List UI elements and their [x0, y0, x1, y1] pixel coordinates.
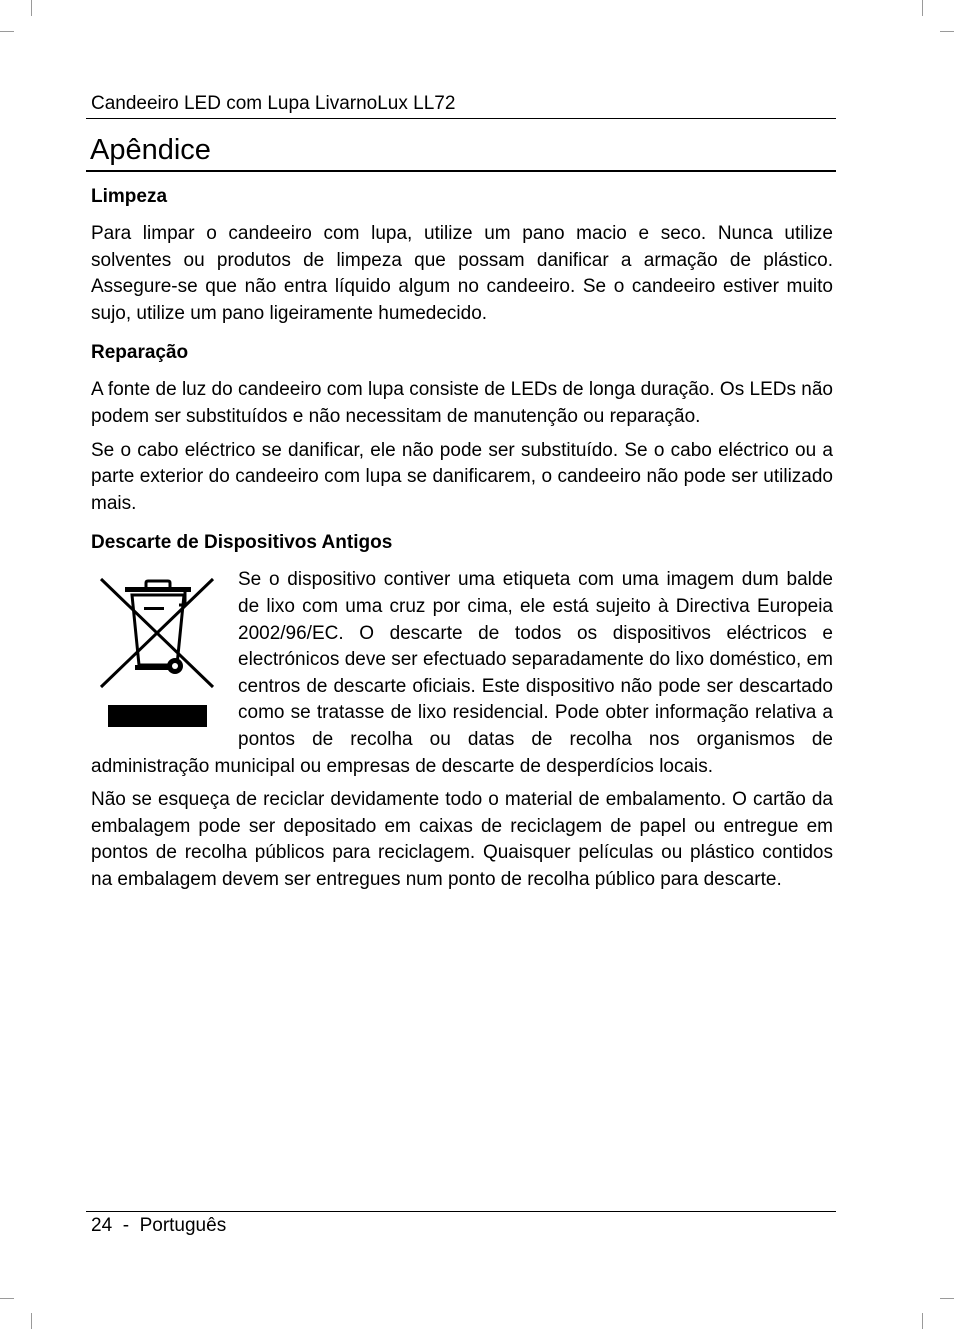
footer-rule: [86, 1211, 836, 1212]
paragraph: Não se esqueça de reciclar devidamente todo o material de embalamento. O cartão da embalagem pode ser depositado em caixas de reciclagem de papel ou entregue em pontos de recolha públicos para reciclagem. Quaisquer películas ou plástico contidos na embalagem devem ser entregues num ponto de recolha público para descarte.: [91, 789, 833, 890]
page-number: 24 - Português: [91, 1215, 227, 1236]
crop-mark: [940, 31, 954, 32]
page-title: Apêndice: [90, 134, 211, 166]
crop-mark: [922, 0, 923, 16]
paragraph: Para limpar o candeeiro com lupa, utilize um pano macio e seco. Nunca utilize solventes ou produtos de limpeza que possam danificar a armação de plástico. Assegure-se que não entra líquido algum no candeeiro. Se o candeeiro estiver muito sujo, utilize um pano ligeiramente humedecido.: [91, 223, 833, 324]
running-header: Candeeiro LED com Lupa LivarnoLux LL72: [91, 93, 456, 114]
title-rule: [86, 170, 836, 172]
crop-mark: [940, 1298, 954, 1299]
crop-mark: [0, 31, 14, 32]
section-heading-limpeza: Limpeza: [91, 186, 168, 207]
paragraph: Se o cabo eléctrico se danificar, ele não pode ser substituído. Se o cabo eléctrico ou a parte exterior do candeeiro com lupa se danificarem, o candeeiro não pode ser utilizado mais.: [91, 439, 833, 514]
crop-mark: [31, 0, 32, 16]
crop-mark: [0, 1298, 14, 1299]
header-rule: [86, 118, 836, 119]
crossed-out-wheelie-bin-icon: [95, 573, 221, 727]
paragraph: Se o dispositivo contiver uma etiqueta com uma imagem dum balde de lixo com uma cruz por cima, ele está sujeito à Directiva Europeia 2002/96/EC. O descarte de todos os dispositivos eléctricos e electrónicos deve ser efectuado separadamente do lixo doméstico, em centros de descarte oficiais. Este dispositivo não pode ser descartado como se tratasse de lixo residencial. Pode obter informação relativa a pontos de recolha ou datas de recolha nos organismos de administração municipal ou empresas de descarte de desperdícios locais.: [91, 569, 833, 777]
crop-mark: [31, 1313, 32, 1329]
document-body: [91, 184, 833, 900]
section-heading-reparacao: Reparação: [91, 342, 189, 364]
paragraph: A fonte de luz do candeeiro com lupa consiste de LEDs de longa duração. Os LEDs não podem ser substituídos e não necessitam de manutenção ou reparação.: [91, 379, 833, 427]
crop-mark: [922, 1313, 923, 1329]
section-heading-descarte: Descarte de Dispositivos Antigos: [91, 532, 393, 554]
